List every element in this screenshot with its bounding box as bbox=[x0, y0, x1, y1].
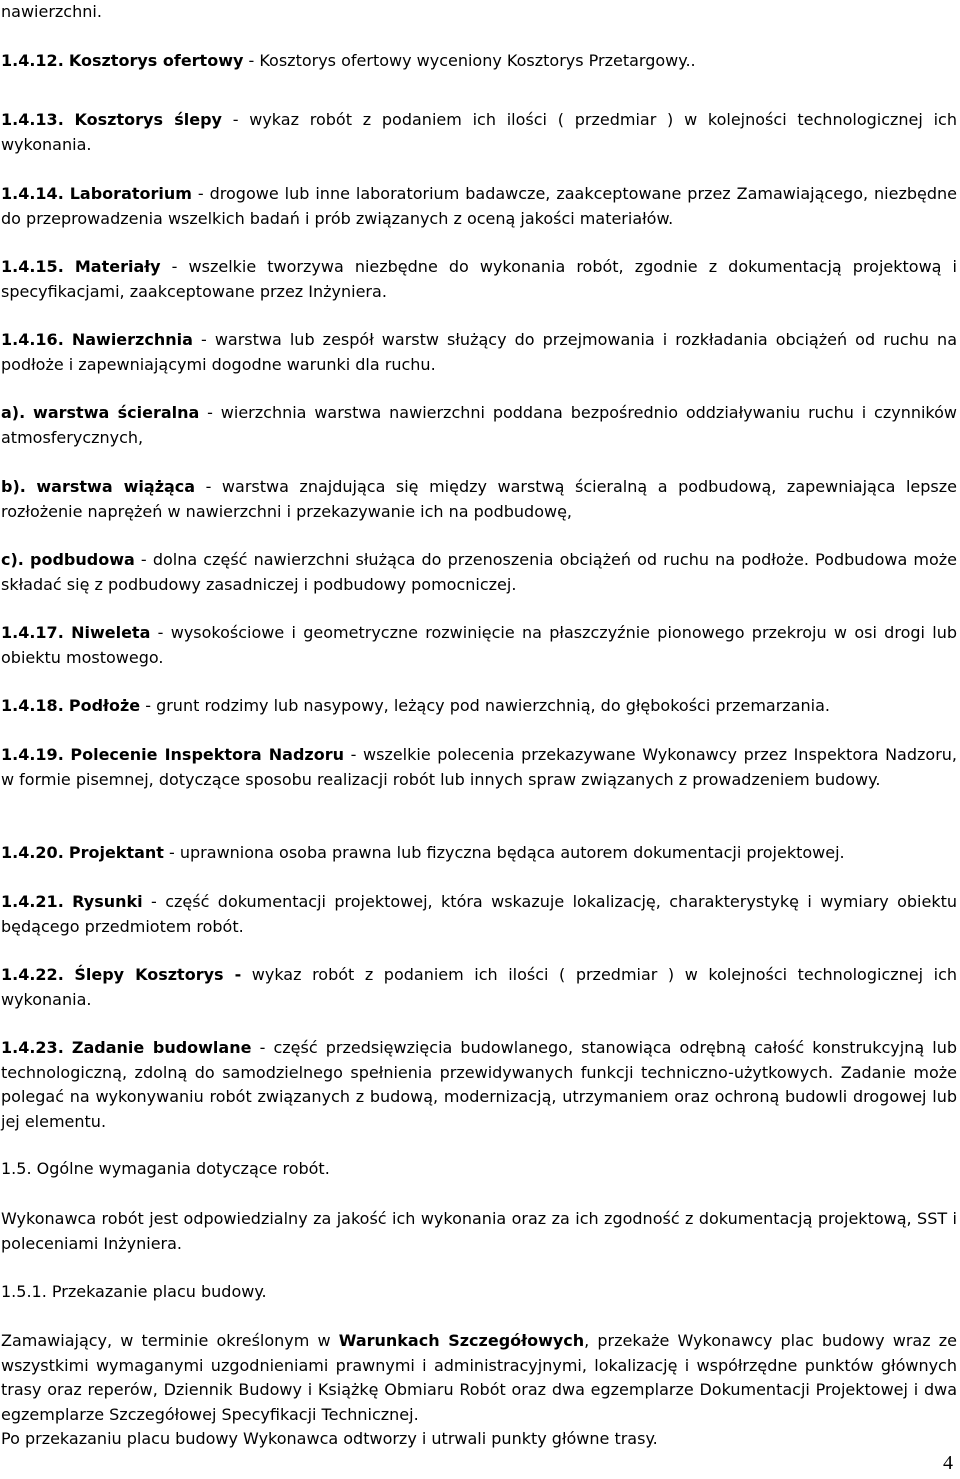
definition-kosztorys-slepy bbox=[1, 108, 957, 157]
section-heading-1-5-1: 1.5.1. Przekazanie placu budowy. bbox=[1, 1282, 267, 1301]
definition-nawierzchnia bbox=[1, 328, 957, 377]
subdefinition-letter: a). bbox=[1, 403, 26, 422]
definition-materialy bbox=[1, 255, 957, 304]
subdefinition-warstwa-scieralna bbox=[1, 401, 957, 450]
paragraph-continuation: nawierzchni. bbox=[1, 2, 102, 21]
definition-number: 1.4.12. bbox=[1, 51, 64, 70]
paragraph-punkty-glowne: Po przekazaniu placu budowy Wykonawca odtworzy i utrwali punkty główne trasy. bbox=[1, 1429, 658, 1448]
subdefinition-term: podbudowa bbox=[30, 550, 135, 569]
definition-term: Projektant bbox=[68, 843, 164, 862]
subdefinition-podbudowa bbox=[1, 548, 957, 597]
definition-number: 1.4.23. bbox=[1, 1038, 64, 1057]
definition-text: - część przedsięwzięcia budowlanego, stanowiąca odrębną całość konstrukcyjną lub technologiczną, zdolną do samodzielnego spełnienia przewidywanych funkcji techniczno-użytkowych. Zadanie może polegać na wykonywaniu robót związanych z budową, modernizacją, utrzymaniem oraz ochroną budowli drogowej lub jej elementu. bbox=[1, 1038, 958, 1131]
definition-niweleta bbox=[1, 621, 957, 670]
definition-number: 1.4.20. bbox=[1, 843, 64, 862]
definition-text: wykaz robót z podaniem ich ilości ( przedmiar ) w kolejności technologicznej ich wykonania. bbox=[1, 965, 958, 1009]
definition-term: Materiały bbox=[74, 257, 161, 276]
definition-text: - grunt rodzimy lub nasypowy, leżący pod nawierzchnią, do głębokości przemarzania. bbox=[140, 696, 830, 715]
definition-number: 1.4.16. bbox=[1, 330, 64, 349]
subdefinition-text: - wierzchnia warstwa nawierzchni poddana bezpośrednio oddziaływaniu ruchu i czynników atmosferycznych, bbox=[1, 403, 957, 447]
definition-number: 1.4.14. bbox=[1, 184, 64, 203]
definition-number: 1.4.13. bbox=[1, 110, 64, 129]
definition-term: Ślepy Kosztorys - bbox=[74, 965, 242, 984]
page-number: 4 bbox=[943, 1452, 953, 1474]
definition-text: - warstwa lub zespół warstw służący do przejmowania i rozkładania obciążeń od ruchu na podłoże i zapewniającymi dogodne warunki dla ruchu. bbox=[1, 330, 958, 374]
subdefinition-text: - warstwa znajdująca się między warstwą ścieralną a podbudową, zapewniająca lepsze rozłożenie naprężeń w nawierzchni i przekazywanie ich na podbudowę, bbox=[1, 477, 958, 521]
subdefinition-term: warstwa wiążąca bbox=[36, 477, 196, 496]
definition-text: - wszelkie polecenia przekazywane Wykonawcy przez Inspektora Nadzoru, w formie pisemnej, dotyczące sposobu realizacji robót lub innych spraw związanych z prowadzeniem budowy. bbox=[1, 745, 958, 789]
definition-term: Zadanie budowlane bbox=[71, 1038, 252, 1057]
paragraph-text: , przekaże Wykonawcy plac budowy wraz ze wszystkimi wymaganymi uzgodnieniami prawnymi i administracyjnymi, lokalizację i współrzędne punktów głównych trasy oraz reperów, Dziennik Budowy i Książkę Obmiaru Robót oraz dwa egzemplarze Dokumentacji Projektowej i dwa egzemplarze Szczegółowej Specyfikacji Technicznej. bbox=[1, 1331, 958, 1424]
subdefinition-warstwa-wiazaca bbox=[1, 475, 957, 524]
subdefinition-term: warstwa ścieralna bbox=[33, 403, 200, 422]
definition-term: Niweleta bbox=[71, 623, 151, 642]
definition-term: Polecenie Inspektora Nadzoru bbox=[70, 745, 345, 764]
paragraph-odpowiedzialnosc: Wykonawca robót jest odpowiedzialny za jakość ich wykonania oraz za ich zgodność z dokumentacją projektową, SST i poleceniami Inżyniera. bbox=[1, 1209, 957, 1253]
definition-rysunki bbox=[1, 890, 957, 939]
definition-projektant bbox=[1, 841, 957, 866]
bold-term: Warunkach Szczegółowych bbox=[338, 1331, 585, 1350]
definition-term: Kosztorys ofertowy bbox=[68, 51, 244, 70]
definition-number: 1.4.21. bbox=[1, 892, 64, 911]
definition-number: 1.4.18. bbox=[1, 696, 64, 715]
definition-text: - Kosztorys ofertowy wyceniony Kosztorys Przetargowy.. bbox=[243, 51, 696, 70]
definition-zadanie-budowlane bbox=[1, 1036, 957, 1134]
definition-text: - drogowe lub inne laboratorium badawcze, zaakceptowane przez Zamawiającego, niezbędne do przeprowadzenia wszelkich badań i prób związanych z oceną jakości materiałów. bbox=[1, 184, 957, 228]
definition-number: 1.4.19. bbox=[1, 745, 64, 764]
definition-text: - uprawniona osoba prawna lub fizyczna będąca autorem dokumentacji projektowej. bbox=[163, 843, 845, 862]
definition-slepy-kosztorys bbox=[1, 963, 957, 1012]
definition-text: - wykaz robót z podaniem ich ilości ( przedmiar ) w kolejności technologicznej ich wykonania. bbox=[1, 110, 957, 154]
definition-term: Laboratorium bbox=[69, 184, 192, 203]
paragraph-przekazanie bbox=[1, 1329, 957, 1427]
subdefinition-letter: b). bbox=[1, 477, 26, 496]
section-heading-1-5: 1.5. Ogólne wymagania dotyczące robót. bbox=[1, 1159, 330, 1178]
subdefinition-letter: c). bbox=[1, 550, 24, 569]
definition-text: - wszelkie tworzywa niezbędne do wykonania robót, zgodnie z dokumentacją projektową i specyfikacjami, zaakceptowane przez Inżyniera. bbox=[1, 257, 957, 301]
definition-podloze bbox=[1, 694, 957, 719]
definition-term: Podłoże bbox=[68, 696, 141, 715]
definition-polecenie-inspektora bbox=[1, 743, 957, 792]
paragraph-text: Zamawiający, w terminie określonym w bbox=[1, 1331, 339, 1350]
definition-term: Rysunki bbox=[72, 892, 143, 911]
definition-laboratorium bbox=[1, 182, 957, 231]
definition-term: Nawierzchnia bbox=[71, 330, 193, 349]
definition-kosztorys-ofertowy bbox=[1, 49, 957, 74]
definition-number: 1.4.15. bbox=[1, 257, 64, 276]
subdefinition-text: - dolna część nawierzchni służąca do przenoszenia obciążeń od ruchu na podłoże. Podbudowa może składać się z podbudowy zasadniczej i podbudowy pomocniczej. bbox=[1, 550, 957, 594]
definition-number: 1.4.22. bbox=[1, 965, 64, 984]
definition-number: 1.4.17. bbox=[1, 623, 64, 642]
definition-text: - część dokumentacji projektowej, która wskazuje lokalizację, charakterystykę i wymiary obiektu będącego przedmiotem robót. bbox=[1, 892, 957, 936]
definition-text: - wysokościowe i geometryczne rozwinięcie na płaszczyźnie pionowego przekroju w osi drogi lub obiektu mostowego. bbox=[1, 623, 957, 667]
definition-term: Kosztorys ślepy bbox=[74, 110, 222, 129]
